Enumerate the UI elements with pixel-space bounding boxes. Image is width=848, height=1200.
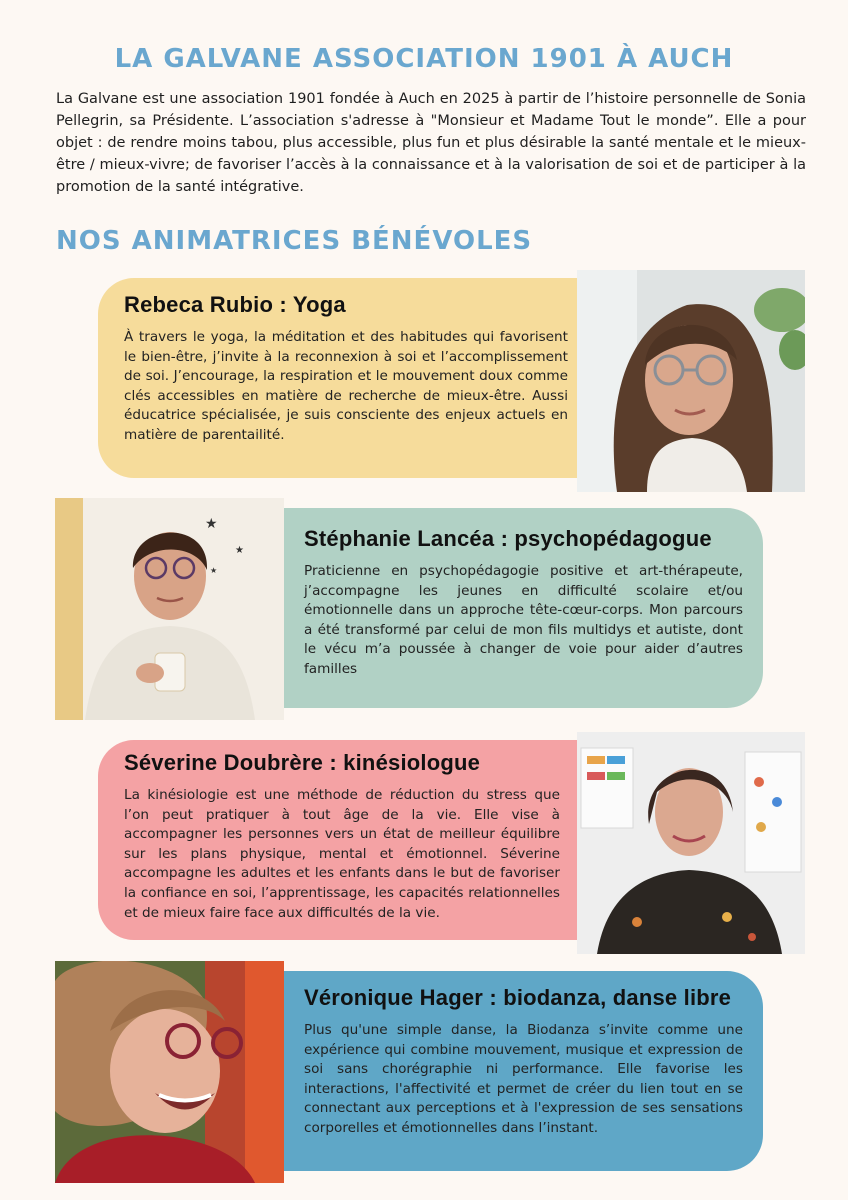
member-card-veronique	[240, 971, 763, 1171]
svg-text:★: ★	[210, 566, 218, 575]
member-photo-stephanie	[55, 498, 284, 720]
member-bio: À travers le yoga, la méditation et des habitudes qui favorisent le bien-être, j’invite à la reconnexion à soi et l’accomplissement de soi. J’encourage, la respiration et le mouvement doux comme clés accessibles en matière de recherche de mieux-être. Aussi éducatrice spécialisée, je suis consciente des enjeux actuels en matière de parentailité.	[124, 329, 568, 443]
page-title: LA GALVANE ASSOCIATION 1901 À AUCH	[114, 44, 734, 74]
intro-paragraph: La Galvane est une association 1901 fondée à Auch en 2025 à partir de l’histoire personnelle de Sonia Pellegrin, sa Présidente. L’association s'adresse à "Monsieur et Madame Tout le monde”. Elle a pour objet : de rendre moins tabou, plus accessible, plus fun et plus désirable la santé mentale et le mieux-être / mieux-vivre; de favoriser l’accès à la connaissance et à la valorisation de soi et de participer à la promotion de la santé intégrative.	[56, 91, 806, 195]
member-bio: La kinésiologie est une méthode de réduction du stress que l’on peut pratiquer à tout âge de la vie. Elle vise à accompagner les personnes vers un état de meilleur équilibre sur les plans physique, mental et émotionnel. Séverine accompagne les adultes et les enfants dans le but de favoriser la confiance en soi, l’apprentissage, les capacités relationnelles et de mieux faire face aux difficultés de la vie.	[124, 787, 560, 921]
svg-text:★: ★	[205, 516, 218, 532]
member-photo-rebeca	[577, 270, 805, 492]
member-photo-severine	[577, 732, 805, 954]
member-name: Rebeca Rubio : Yoga	[124, 292, 346, 317]
svg-text:★: ★	[235, 545, 244, 556]
member-bio: Praticienne en psychopédagogie positive et art-thérapeute, j’accompagne les jeunes en difficulté scolaire et/ou émotionnelle dans un approche tête-cœur-corps. Mon parcours a été transformé par celui de mon fils multidys et autiste, dont le vécu m’a poussée à changer de voie pour aider d’autres familles	[304, 563, 743, 677]
member-name: Véronique Hager : biodanza, danse libre	[304, 985, 732, 1010]
member-name: Séverine Doubrère : kinésiologue	[124, 750, 481, 775]
member-card-rebeca	[98, 278, 638, 478]
member-name: Stéphanie Lancéa : psychopédagogue	[304, 526, 712, 551]
member-bio: Plus qu'une simple danse, la Biodanza s’invite comme une expérience qui combine mouvement, musique et expression de soi sans chorégraphie ni performance. Elle favorise les interactions, l'affectivité et permet de créer du lien tout en se connectant aux perceptions et à l'expression de ses sensations corporelles et émotionnelles dans l’instant.	[304, 1022, 743, 1136]
section-title: NOS ANIMATRICES BÉNÉVOLES	[56, 226, 533, 256]
member-card-stephanie	[240, 508, 763, 708]
member-photo-veronique	[55, 961, 284, 1183]
member-card-severine	[98, 740, 638, 940]
